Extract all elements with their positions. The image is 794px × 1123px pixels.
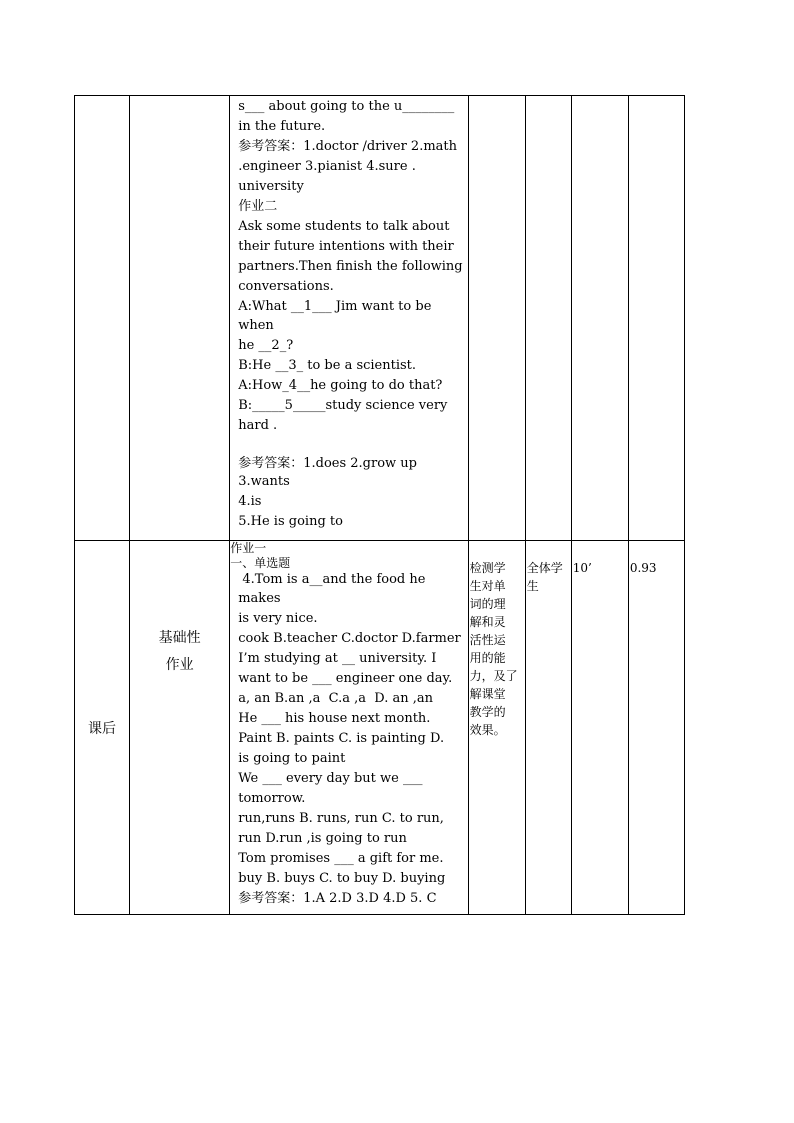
assignment-heading: 作业一: [230, 541, 267, 555]
content-line: buy B. buys C. to buy D. buying: [238, 870, 446, 886]
content-line: 参考答案：1.doctor /driver 2.math: [238, 139, 458, 154]
content-line: A:What __1___ Jim want to be when: [238, 299, 436, 333]
content-line: want to be ___ engineer one day.: [238, 670, 453, 686]
content-line: s___ about going to the u________: [238, 99, 455, 114]
table-row: [75, 541, 685, 915]
content-line: Tom promises ___ a gift for me.: [238, 850, 444, 866]
content-line: I’m studying at __ university. I: [238, 650, 437, 666]
content-line: B:_____5_____study science very: [238, 397, 448, 413]
content-line: in the future.: [238, 119, 326, 134]
purpose-line: 活性运: [469, 633, 506, 647]
content-line: 作业二: [238, 199, 278, 214]
purpose-line: 解和灵: [469, 615, 506, 629]
target-line: 全体学: [526, 561, 563, 575]
purpose-line: 生对单: [469, 579, 506, 593]
content-line: a, an B.an ,a C.a ,a D. an ,an: [238, 690, 433, 706]
content-line: 4.Tom is a__and the food he makes: [238, 572, 430, 606]
blank-line: [238, 437, 467, 455]
content-line: run D.run ,is going to run: [238, 830, 407, 846]
time-cell: [571, 541, 628, 915]
purpose-line: 教学的: [469, 705, 506, 719]
phase-label: 课后: [88, 720, 117, 737]
content-line: .engineer 3.pianist 4.sure .: [238, 159, 416, 174]
content-line: 参考答案：1.does 2.grow up 3.wants: [238, 455, 422, 489]
section-heading: 一、单选题: [230, 556, 291, 570]
category-cell: [130, 541, 230, 915]
content-line: is going to paint: [238, 750, 346, 766]
purpose-cell: [468, 541, 525, 915]
value-cell: [628, 541, 684, 915]
category-label: 作业: [165, 657, 194, 673]
assignment-content-cell: [230, 96, 468, 541]
content-line: tomorrow.: [238, 790, 306, 806]
table-row: [75, 96, 685, 541]
phase-cell: [75, 96, 130, 541]
content-line: he __2_?: [238, 337, 294, 353]
purpose-cell: [468, 96, 525, 541]
phase-cell: [75, 541, 130, 915]
purpose-line: 解课堂: [469, 687, 506, 701]
purpose-line: 效果。: [469, 723, 506, 737]
content-line: cook B.teacher C.doctor D.farmer: [238, 630, 461, 646]
purpose-line: 词的理: [469, 597, 506, 611]
content-line: 4.is: [238, 494, 262, 509]
target-line: 生: [526, 579, 539, 593]
target-cell: [525, 541, 571, 915]
time-cell: [571, 96, 628, 541]
lesson-plan-table: [74, 95, 685, 915]
purpose-line: 力，及了: [469, 669, 518, 683]
content-line: He ___ his house next month.: [238, 710, 431, 726]
content-line: is very nice.: [238, 610, 318, 626]
value-cell: [628, 96, 684, 541]
content-line: run,runs B. runs, run C. to run,: [238, 810, 444, 826]
content-line: partners.Then finish the following: [238, 259, 463, 274]
time-value: 10’: [572, 561, 592, 575]
purpose-line: 检测学: [469, 561, 506, 575]
numeric-value: 0.93: [629, 561, 657, 575]
content-line: 参考答案：1.A 2.D 3.D 4.D 5. C: [238, 890, 437, 906]
content-line: B:He __3_ to be a scientist.: [238, 357, 417, 373]
content-line: Ask some students to talk about: [238, 219, 450, 234]
content-line: Paint B. paints C. is painting D.: [238, 730, 445, 746]
content-line: A:How_4__he going to do that?: [238, 377, 443, 393]
purpose-line: 用的能: [469, 651, 506, 665]
assignment-content-cell: [230, 541, 468, 915]
content-line: conversations.: [238, 279, 334, 294]
category-label: 基础性: [158, 630, 201, 646]
content-line: university: [238, 179, 304, 194]
content-line: 5.He is going to: [238, 514, 343, 529]
content-line: their future intentions with their: [238, 239, 454, 254]
target-cell: [525, 96, 571, 541]
content-line: We ___ every day but we ___: [238, 770, 423, 786]
category-cell: [130, 96, 230, 541]
content-line: hard .: [238, 417, 278, 433]
